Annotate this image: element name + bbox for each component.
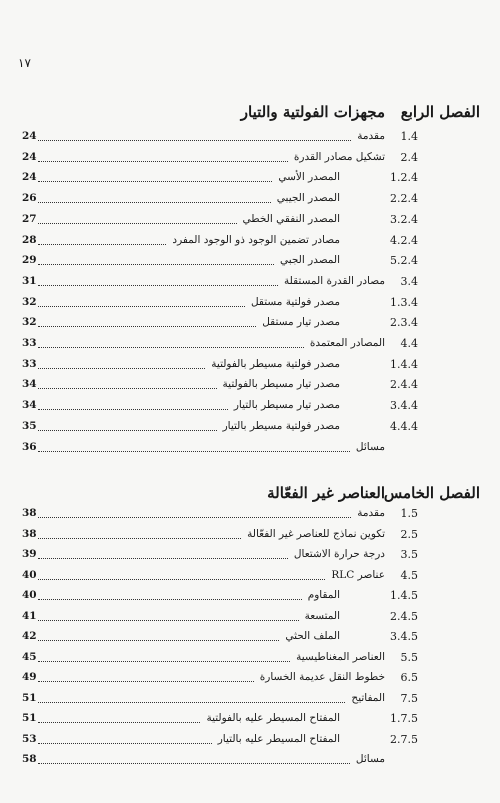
toc-entry bbox=[0, 211, 500, 231]
toc-entry-number: 2.3.4 bbox=[390, 316, 418, 329]
toc-entry-page: 53 bbox=[22, 733, 37, 745]
toc-entry bbox=[0, 397, 500, 417]
toc-entry-number: 7.5 bbox=[400, 692, 418, 705]
toc-entry bbox=[0, 690, 500, 710]
toc-entry-title: مسائل bbox=[355, 441, 385, 453]
toc-entry-number: 1.7.5 bbox=[390, 712, 418, 725]
toc-entry-page: 39 bbox=[22, 548, 37, 560]
toc-entry-title: تكوين نماذج للعناصر غير الفعّالة bbox=[247, 528, 385, 540]
dot-leader bbox=[38, 722, 200, 723]
toc-entry-title: مقدمة bbox=[357, 507, 385, 519]
toc-entry bbox=[0, 628, 500, 648]
toc-entry-number: 5.5 bbox=[400, 651, 418, 664]
dot-leader bbox=[38, 368, 205, 369]
toc-entry-number: 2.5 bbox=[400, 528, 418, 541]
toc-entry-number: 1.4 bbox=[400, 130, 418, 143]
toc-entry bbox=[0, 356, 500, 376]
toc-entry bbox=[0, 710, 500, 730]
toc-entry-page: 51 bbox=[22, 712, 37, 724]
toc-entry-page: 26 bbox=[22, 192, 37, 204]
toc-entry bbox=[0, 314, 500, 334]
toc-entry-number: 4.5 bbox=[400, 569, 418, 582]
toc-entry-page: 29 bbox=[22, 254, 37, 266]
toc-entry-title: المصدر النفقي الخطي bbox=[242, 213, 340, 225]
toc-entry-title: المفتاح المسيطر عليه بالتيار bbox=[217, 733, 340, 745]
toc-entry-page: 34 bbox=[22, 378, 37, 390]
dot-leader bbox=[38, 244, 166, 245]
toc-entry-number: 4.2.4 bbox=[390, 234, 418, 247]
toc-entry bbox=[0, 335, 500, 355]
toc-entry-title: مصادر تضمين الوجود ذو الوجود المفرد bbox=[172, 234, 340, 246]
toc-entry-title: المفاتيح bbox=[351, 692, 385, 704]
toc-entry bbox=[0, 273, 500, 293]
toc-entry bbox=[0, 505, 500, 525]
toc-entry-title: عناصر RLC bbox=[331, 569, 385, 581]
toc-entry-title: درجة حرارة الاشتعال bbox=[293, 548, 385, 560]
toc-entry-number: 2.4.5 bbox=[390, 610, 418, 623]
dot-leader bbox=[38, 409, 228, 410]
toc-entry-title: مصدر فولتية مسيطر بالفولتية bbox=[211, 358, 340, 370]
toc-entry-page: 33 bbox=[22, 358, 37, 370]
toc-entry-title: تشكيل مصادر القدرة bbox=[293, 151, 385, 163]
toc-entry-number: 3.5 bbox=[400, 548, 418, 561]
toc-entry-number: 3.4 bbox=[400, 275, 418, 288]
toc-entry-number: 2.7.5 bbox=[390, 733, 418, 746]
toc-entry-number: 1.5 bbox=[400, 507, 418, 520]
dot-leader bbox=[38, 223, 237, 224]
toc-entry-number: 4.4.4 bbox=[390, 420, 418, 433]
toc-entry bbox=[0, 294, 500, 314]
dot-leader bbox=[38, 702, 345, 703]
toc-entry-number: 1.4.5 bbox=[390, 589, 418, 602]
toc-entry-title: خطوط النقل عديمة الخسارة bbox=[259, 671, 385, 683]
toc-entry bbox=[0, 731, 500, 751]
toc-entry-page: 42 bbox=[22, 630, 37, 642]
dot-leader bbox=[38, 763, 350, 764]
dot-leader bbox=[38, 285, 278, 286]
toc-entry-title: المصدر الجبي bbox=[279, 254, 340, 266]
dot-leader bbox=[38, 558, 288, 559]
toc-entry-page: 38 bbox=[22, 528, 37, 540]
toc-entry-number: 1.2.4 bbox=[390, 171, 418, 184]
dot-leader bbox=[38, 430, 217, 431]
toc-entry bbox=[0, 567, 500, 587]
toc-entry bbox=[0, 190, 500, 210]
toc-entry-page: 40 bbox=[22, 589, 37, 601]
toc-entry-title: المتسعة bbox=[304, 610, 340, 622]
toc-entry-page: 24 bbox=[22, 151, 37, 163]
toc-entry-number: 4.4 bbox=[400, 337, 418, 350]
toc-entry-page: 28 bbox=[22, 234, 37, 246]
toc-entry-title: الملف الحثي bbox=[285, 630, 340, 642]
toc-entry bbox=[0, 149, 500, 169]
dot-leader bbox=[38, 451, 350, 452]
dot-leader bbox=[38, 306, 245, 307]
toc-entry-page: 40 bbox=[22, 569, 37, 581]
dot-leader bbox=[38, 161, 288, 162]
dot-leader bbox=[38, 599, 302, 600]
toc-entry-title: مسائل bbox=[355, 753, 385, 765]
toc-entry-page: 32 bbox=[22, 316, 37, 328]
toc-entry-page: 38 bbox=[22, 507, 37, 519]
dot-leader bbox=[38, 743, 212, 744]
toc-entry bbox=[0, 649, 500, 669]
toc-entry bbox=[0, 439, 500, 459]
dot-leader bbox=[38, 681, 254, 682]
toc-entry-page: 27 bbox=[22, 213, 37, 225]
toc-entry-title: مصادر القدرة المستقلة bbox=[283, 275, 385, 287]
toc-entry-title: مصدر تيار مستقل bbox=[262, 316, 340, 328]
toc-entry-page: 36 bbox=[22, 441, 37, 453]
toc-entry-number: 2.2.4 bbox=[390, 192, 418, 205]
dot-leader bbox=[38, 640, 279, 641]
toc-entry-title: مقدمة bbox=[357, 130, 385, 142]
toc-entry-number: 3.4.4 bbox=[390, 399, 418, 412]
toc-entry-title: المصدر الجيبي bbox=[276, 192, 340, 204]
chapter-heading bbox=[0, 103, 500, 129]
toc-entry-title: المصادر المعتمدة bbox=[309, 337, 385, 349]
toc-entry-number: 2.4.4 bbox=[390, 378, 418, 391]
toc-entry bbox=[0, 751, 500, 771]
toc-entry-number: 3.4.5 bbox=[390, 630, 418, 643]
toc-entry-page: 24 bbox=[22, 130, 37, 142]
toc-entry-page: 51 bbox=[22, 692, 37, 704]
toc-entry-page: 33 bbox=[22, 337, 37, 349]
toc-entry-title: المصدر الأسي bbox=[278, 171, 340, 183]
dot-leader bbox=[38, 388, 217, 389]
toc-entry-number: 5.2.4 bbox=[390, 254, 418, 267]
toc-entry-page: 31 bbox=[22, 275, 37, 287]
chapter-label: الفصل الرابع bbox=[400, 103, 480, 121]
chapter-label: الفصل الخامس bbox=[383, 484, 480, 502]
dot-leader bbox=[38, 620, 299, 621]
toc-entry-page: 32 bbox=[22, 296, 37, 308]
toc-entry-page: 49 bbox=[22, 671, 37, 683]
toc-entry-title: مصدر تيار مسيطر بالتيار bbox=[233, 399, 340, 411]
dot-leader bbox=[38, 202, 271, 203]
toc-entry-title: المقاوم bbox=[307, 589, 340, 601]
toc-entry bbox=[0, 252, 500, 272]
toc-entry bbox=[0, 669, 500, 689]
dot-leader bbox=[38, 326, 256, 327]
dot-leader bbox=[38, 140, 351, 141]
toc-entry bbox=[0, 587, 500, 607]
toc-entry-number: 3.2.4 bbox=[390, 213, 418, 226]
toc-entry-page: 34 bbox=[22, 399, 37, 411]
toc-entry bbox=[0, 546, 500, 566]
toc-entry bbox=[0, 232, 500, 252]
toc-entry bbox=[0, 376, 500, 396]
chapter-title: العناصر غير الفعّالة bbox=[267, 484, 385, 502]
toc-entry-number: 1.4.4 bbox=[390, 358, 418, 371]
toc-entry bbox=[0, 128, 500, 148]
toc-entry-page: 24 bbox=[22, 171, 37, 183]
toc-entry bbox=[0, 418, 500, 438]
dot-leader bbox=[38, 181, 272, 182]
toc-entry-title: المفتاح المسيطر عليه بالفولتية bbox=[206, 712, 340, 724]
toc-entry-title: مصدر تيار مسيطر بالفولتية bbox=[222, 378, 340, 390]
toc-entry bbox=[0, 608, 500, 628]
chapter-title: مجهزات الفولتية والتيار bbox=[240, 103, 385, 121]
toc-entry-number: 2.4 bbox=[400, 151, 418, 164]
toc-entry-title: مصدر فولتية مسيطر بالتيار bbox=[222, 420, 340, 432]
toc-entry-title: مصدر فولتية مستقل bbox=[250, 296, 340, 308]
dot-leader bbox=[38, 347, 304, 348]
dot-leader bbox=[38, 661, 290, 662]
toc-entry bbox=[0, 526, 500, 546]
toc-entry-number: 6.5 bbox=[400, 671, 418, 684]
toc-entry-title: العناصر المغناطيسية bbox=[296, 651, 385, 663]
dot-leader bbox=[38, 538, 241, 539]
dot-leader bbox=[38, 264, 274, 265]
toc-entry-page: 41 bbox=[22, 610, 37, 622]
dot-leader bbox=[38, 517, 351, 518]
toc-entry-number: 1.3.4 bbox=[390, 296, 418, 309]
toc-entry-page: 58 bbox=[22, 753, 37, 765]
dot-leader bbox=[38, 579, 325, 580]
page-number: ١٧ bbox=[18, 56, 31, 70]
toc-entry bbox=[0, 169, 500, 189]
toc-entry-page: 45 bbox=[22, 651, 37, 663]
toc-entry-page: 35 bbox=[22, 420, 37, 432]
